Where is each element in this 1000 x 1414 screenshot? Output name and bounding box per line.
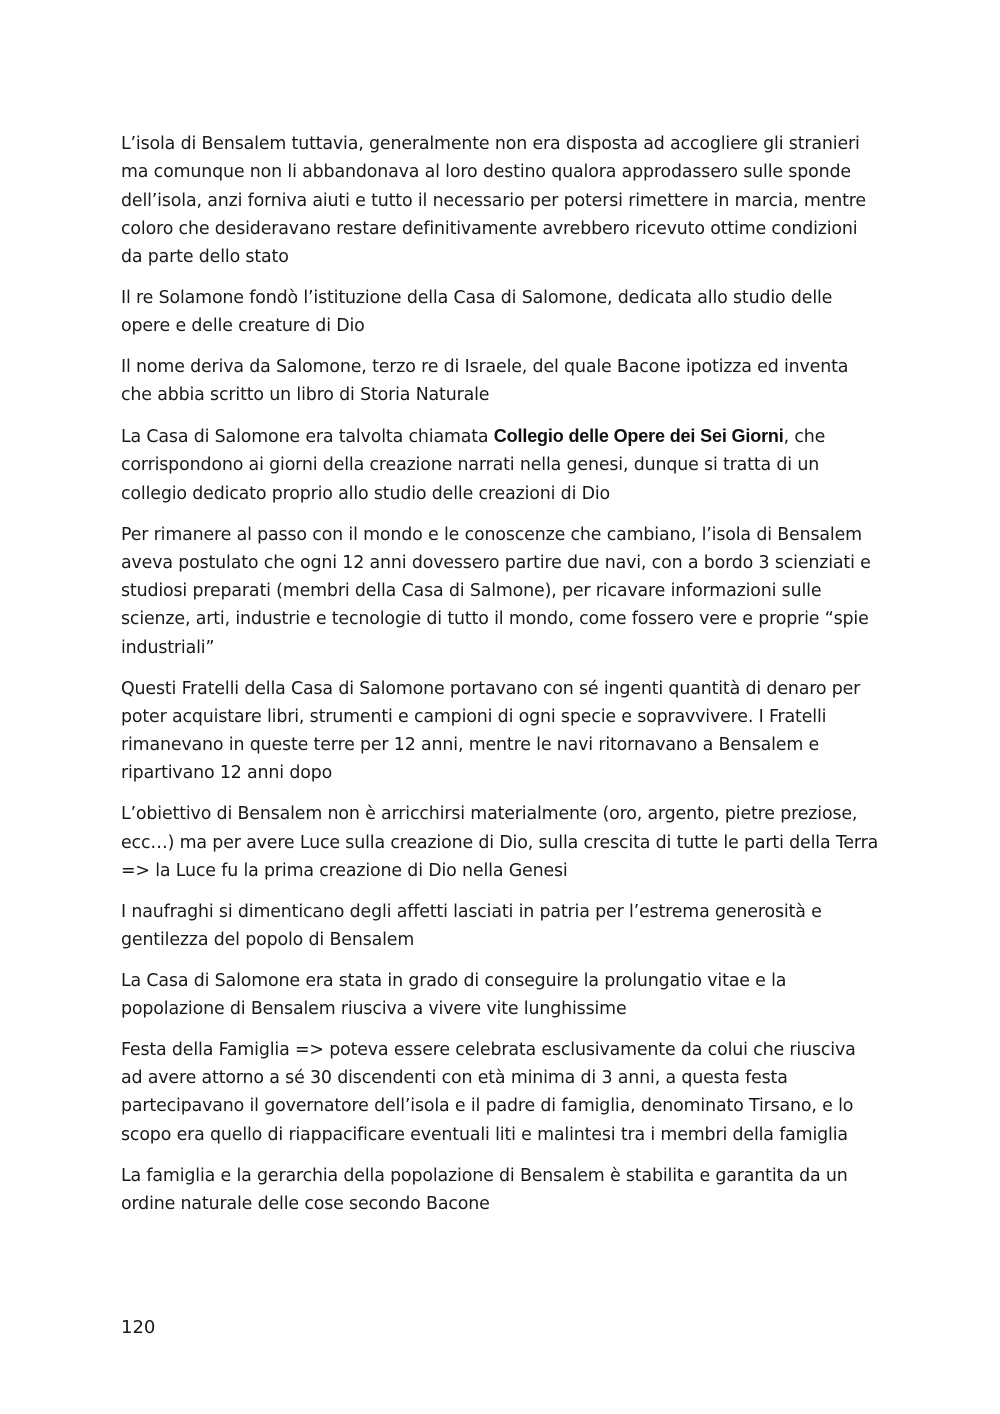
paragraph-bensalem-strangers: L’isola di Bensalem tuttavia, generalmente non era disposta ad accogliere gli stranieri ma comunque non li abbandonava al loro destino qualora approdassero sulle sponde dell’isola, anzi forniva aiuti e tutto il necessario per potersi rimettere in marcia, mentre coloro che desideravano restare definitivamente avrebbero ricevuto ottime condizioni da parte dello stato bbox=[121, 134, 866, 268]
paragraph-hierarchy: La famiglia e la gerarchia della popolazione di Bensalem è stabilita e garantita da un ordine naturale delle cose secondo Bacone bbox=[121, 1165, 848, 1214]
paragraph-castaways: I naufraghi si dimenticano degli affetti lasciati in patria per l’estrema generosità e gentilezza del popolo di Bensalem bbox=[121, 901, 822, 950]
paragraph-casa-salomone-founding: Il re Solamone fondò l’istituzione della Casa di Salomone, dedicata allo studio delle opere e delle creature di Dio bbox=[121, 287, 833, 337]
paragraph-collegio-before: La Casa di Salomone era talvolta chiamata bbox=[121, 427, 494, 448]
paragraph-objective: L’obiettivo di Bensalem non è arricchirsi materialmente (oro, argento, pietre preziose, ecc…) ma per avere Luce sulla creazione di Dio, sulla crescita di tutte le parti della Terra => la Luce fu la prima creazione di Dio nella Genesi bbox=[121, 804, 879, 881]
page-number: 120 bbox=[121, 1317, 156, 1338]
paragraph-festa-famiglia: Festa della Famiglia => poteva essere celebrata esclusivamente da colui che riusciva ad avere attorno a sé 30 discendenti con età minima di 3 anni, a questa festa partecipavano il governatore dell’isola e il padre di famiglia, denominato Tirsano, e lo scopo era quello di riappacificare eventuali liti e malintesi tra i membri della famiglia bbox=[121, 1039, 856, 1145]
page-body bbox=[121, 130, 881, 1231]
paragraph-collegio-after: , che corrispondono ai giorni della creazione narrati nella genesi, dunque si tratta di un collegio dedicato proprio allo studio delle creazioni di Dio bbox=[121, 427, 826, 504]
paragraph-prolungatio-vitae: La Casa di Salomone era stata in grado di conseguire la prolungatio vitae e la popolazione di Bensalem riusciva a vivere vite lunghissime bbox=[121, 970, 787, 1020]
paragraph-ships-expedition: Per rimanere al passo con il mondo e le conoscenze che cambiano, l’isola di Bensalem aveva postulato che ogni 12 anni dovessero partire due navi, con a bordo 3 scienziati e studiosi preparati (membri della Casa di Salmone), per ricavare informazioni sulle scienze, arti, industrie e tecnologie di tutto il mondo, come fossero vere e proprie “spie industriali” bbox=[121, 524, 871, 658]
paragraph-collegio bbox=[121, 422, 881, 508]
paragraph-fratelli: Questi Fratelli della Casa di Salomone portavano con sé ingenti quantità di denaro per poter acquistare libri, strumenti e campioni di ogni specie e sopravvivere. I Fratelli rimanevano in queste terre per 12 anni, mentre le navi ritornavano a Bensalem e ripartivano 12 anni dopo bbox=[121, 678, 861, 784]
paragraph-name-origin: Il nome deriva da Salomone, terzo re di Israele, del quale Bacone ipotizza ed inventa che abbia scritto un libro di Storia Naturale bbox=[121, 357, 849, 406]
collegio-bold-title: Collegio delle Opere dei Sei Giorni bbox=[493, 426, 784, 447]
